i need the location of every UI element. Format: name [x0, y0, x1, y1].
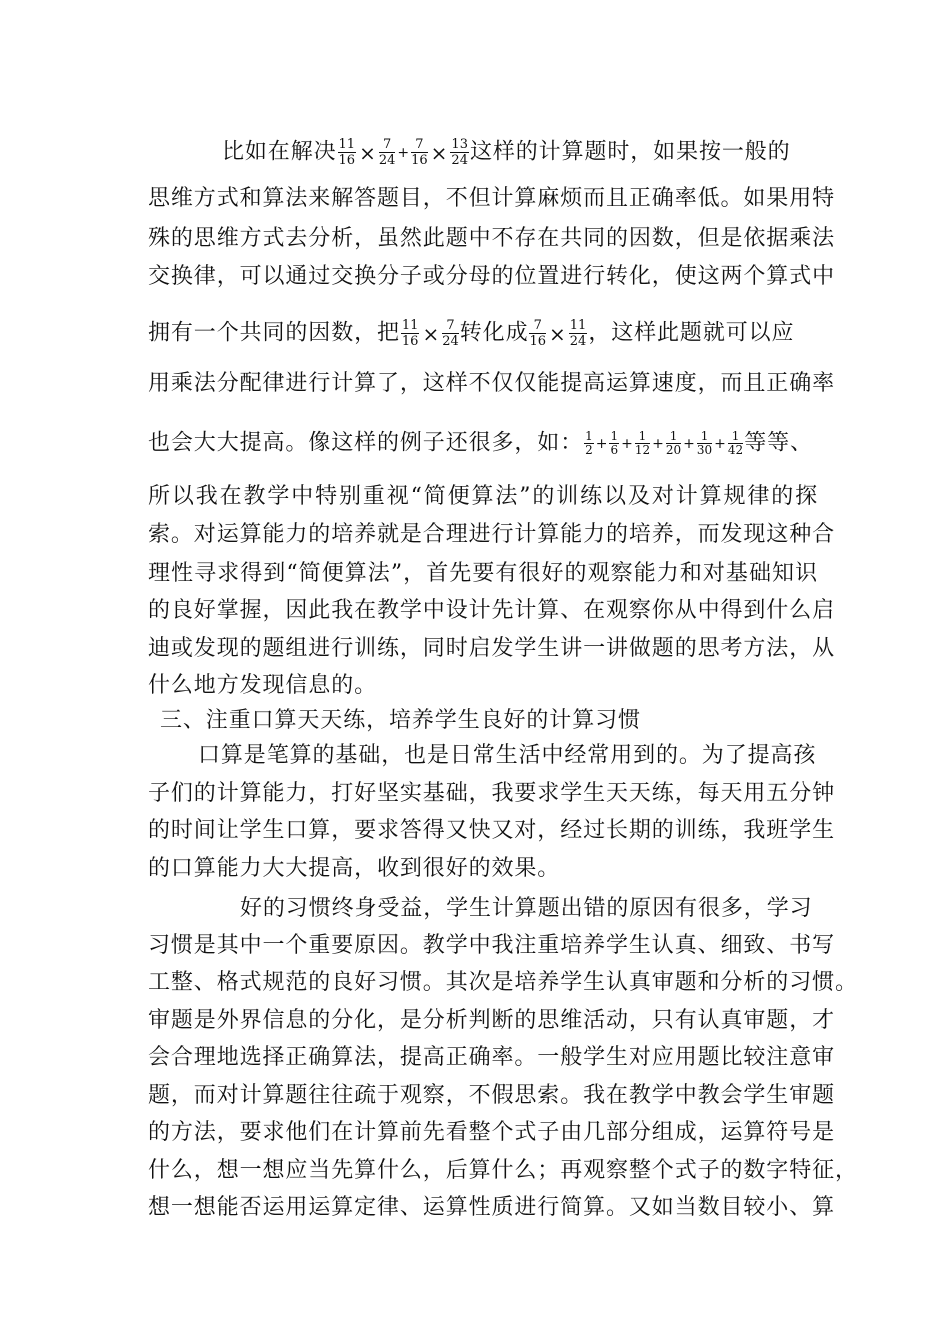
fraction — [635, 430, 650, 457]
fraction — [338, 137, 357, 168]
p2-line-3: 的时间让学生口算，要求答得又快又对，经过长期的训练，我班学生 — [148, 818, 836, 843]
text-run: 拥有一个共同的因数，把 — [148, 320, 400, 346]
numerator: 7 — [415, 137, 424, 152]
times-sign: × — [549, 321, 566, 346]
p1-line-5 — [148, 318, 818, 349]
fraction — [666, 430, 681, 457]
text-run: 这样的计算题时，如果按一般的 — [469, 139, 791, 165]
numerator: 1 — [585, 429, 593, 443]
p1-line-1 — [222, 137, 818, 168]
plus-sign: + — [621, 435, 633, 452]
p1-line-7 — [148, 430, 818, 457]
p1-line-3: 殊的思维方式去分析，虽然此题中不存在共同的因数，但是依据乘法 — [148, 226, 836, 251]
denominator: 24 — [569, 334, 587, 349]
p3-line-2: 习惯是其中一个重要原因。教学中我注重培养学生认真、细致、书写 — [148, 933, 836, 958]
text-run: 等等、 — [744, 430, 813, 456]
numerator: 1 — [700, 429, 709, 443]
p3-line-5: 会合理地选择正确算法，提高正确率。一般学生对应用题比较注意审 — [148, 1045, 836, 1070]
fraction — [609, 430, 619, 457]
numerator: 7 — [446, 318, 455, 333]
p1-line-12: 迪或发现的题组进行训练，同时启发学生讲一讲做题的思考方法，从 — [148, 636, 836, 661]
denominator: 16 — [401, 334, 419, 349]
numerator: 11 — [401, 318, 419, 333]
numerator: 7 — [533, 318, 542, 333]
text-run: 比如在解决 — [222, 139, 337, 165]
plus-sign: + — [595, 435, 608, 452]
times-sign: × — [359, 140, 376, 165]
numerator: 1 — [610, 429, 619, 443]
fraction — [584, 430, 594, 457]
plus-sign: + — [683, 435, 695, 452]
plus-sign: + — [652, 435, 664, 452]
times-sign: × — [430, 140, 448, 165]
denominator: 2 — [585, 443, 593, 457]
denominator: 30 — [696, 443, 713, 457]
text-run: 转化成 — [459, 320, 529, 346]
p3-line-6: 题，而对计算题往往疏于观察，不假思索。我在教学中教会学生审题 — [148, 1083, 836, 1108]
denominator: 24 — [378, 153, 396, 168]
p2-line-2: 子们的计算能力，打好坚实基础，我要求学生天天练，每天用五分钟 — [148, 781, 836, 806]
p1-line-11: 的良好掌握，因此我在教学中设计先计算、在观察你从中得到什么启 — [148, 598, 836, 623]
p3-line-4: 审题是外界信息的分化，是分析判断的思维活动，只有认真审题，才 — [148, 1008, 836, 1033]
p1-line-2: 思维方式和算法来解答题目，不但计算麻烦而且正确率低。如果用特 — [148, 186, 836, 211]
p1-line-8: 所以我在教学中特别重视“简便算法”的训练以及对计算规律的探 — [148, 484, 818, 509]
p3-line-3: 工整、格式规范的良好习惯。其次是培养学生认真审题和分析的习惯。 — [148, 970, 858, 995]
numerator: 11 — [338, 137, 356, 152]
denominator: 16 — [529, 334, 547, 349]
p3-line-8: 什么，想一想应当先算什么，后算什么；再观察整个式子的数字特征， — [148, 1158, 858, 1183]
p1-line-13: 什么地方发现信息的。 — [148, 673, 378, 698]
fraction — [569, 318, 588, 349]
numerator: 1 — [669, 429, 678, 443]
fraction — [529, 318, 546, 349]
fraction — [450, 137, 469, 168]
fraction — [411, 137, 428, 168]
p1-line-4: 交换律，可以通过交换分子或分母的位置进行转化，使这两个算式中 — [148, 264, 836, 289]
fraction — [442, 318, 459, 349]
numerator: 11 — [569, 318, 587, 333]
p2-line-4: 的口算能力大大提高，收到很好的效果。 — [148, 856, 561, 881]
p3-line-7: 的方法，要求他们在计算前先看整个式子由几部分组成，运算符号是 — [148, 1120, 836, 1145]
denominator: 42 — [727, 443, 744, 457]
p1-line-9: 索。对运算能力的培养就是合理进行计算能力的培养，而发现这种合 — [148, 522, 836, 547]
numerator: 13 — [451, 137, 468, 152]
numerator: 7 — [382, 137, 392, 152]
denominator: 6 — [610, 443, 619, 457]
times-sign: × — [422, 321, 440, 346]
p3-line-1: 好的习惯终身受益，学生计算题出错的原因有很多，学习 — [240, 896, 813, 921]
section-heading: 三、注重口算天天练，培养学生良好的计算习惯 — [160, 708, 641, 733]
fraction — [728, 430, 743, 457]
p2-line-1: 口算是笔算的基础，也是日常生活中经常用到的。为了提高孩 — [198, 743, 817, 768]
denominator: 20 — [665, 443, 682, 457]
fraction — [401, 318, 420, 349]
text-run: ，这样此题就可以应 — [588, 320, 795, 346]
p1-line-10: 理性寻求得到“简便算法”，首先要有很好的观察能力和对基础知识 — [148, 561, 818, 586]
p1-line-6: 用乘法分配律进行计算了，这样不仅仅能提高运算速度，而且正确率 — [148, 371, 836, 396]
numerator: 1 — [638, 429, 647, 443]
denominator: 24 — [451, 153, 468, 168]
plus-sign: + — [397, 144, 410, 161]
denominator: 12 — [634, 443, 651, 457]
text-run: 也会大大提高。像这样的例子还很多，如： — [148, 430, 584, 456]
fraction — [697, 430, 712, 457]
denominator: 16 — [411, 153, 428, 168]
fraction — [379, 137, 396, 168]
denominator: 16 — [338, 153, 356, 168]
plus-sign: + — [714, 435, 726, 452]
p3-line-9: 想一想能否运用运算定律、运算性质进行简算。又如当数目较小、算 — [148, 1195, 836, 1220]
numerator: 1 — [731, 429, 740, 443]
denominator: 24 — [442, 334, 459, 349]
